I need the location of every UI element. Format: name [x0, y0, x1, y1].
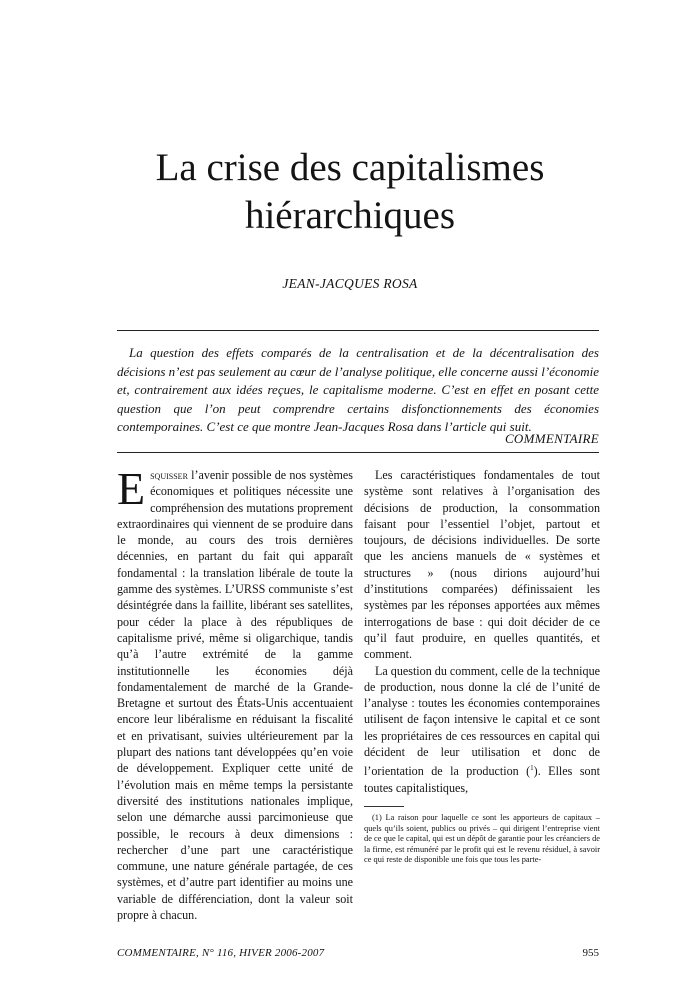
article-title: [60, 144, 640, 240]
footnote: (1) La raison pour laquelle ce sont les apporteurs de capitaux – quels qu’ils soient, publics ou privés – qui dirigent l’entreprise vient de ce que le capital, qui est un dépôt de garantie pour les créanciers de la firme, est rémunéré par le profit qui est le revenu résiduel, à savoir ce qui reste de disponible une fois que tous les parte-: [364, 812, 600, 865]
page-number: 955: [582, 947, 599, 959]
body-column-left: [117, 467, 353, 938]
section-label: COMMENTAIRE: [504, 431, 599, 446]
paragraph-3-text: La question du comment, celle de la technique de production, nous donne la clé de l’unité de l’analyse : toutes les économies contemporaines utilisent de façon intensive le capital et ce sont les propriétaires de ces ressources en capital qui décident de leur utilisation et donc de l’orientation de la production (: [364, 663, 600, 779]
footnote-rule: [364, 806, 404, 807]
title-line-2: hiérarchiques: [244, 194, 456, 237]
bottom-rule: [117, 452, 599, 453]
right-column-text: [364, 467, 600, 796]
title-line-1: La crise des capitalismes: [155, 146, 545, 189]
abstract: La question des effets comparés de la centralisation et de la décentralisation des décisions n’est pas seulement au cœur de l’analyse politique, elle concerne aussi l’économie et, contrairement aux idées reçues, le capitalisme moderne. C’est en effet en posant cette question que l’on peut comprendre certains disfonctionnements des économies contemporaines. C’est ce que montre Jean-Jacques Rosa dans l’article qui suit.: [117, 345, 599, 434]
body-column-right: [364, 467, 600, 876]
paragraph-2: Les caractéristiques fondamentales de tout système sont relatives à l’organisation des décisions de production, la consommation faisant pour l’essentiel l’objet, partout et toujours, de décisions individuelles. De sorte que les anciens manuels de « systèmes et structures » (nous dirions aujourd’hui d’institutions comparées) définissaient les systèmes par les réponses apportées aux mêmes interrogations de base : qui doit décider de ce qu’il faut produire, en quelles quantités, et comment.: [364, 468, 600, 662]
lead-word: squisser: [150, 468, 188, 482]
paragraph-1: [117, 467, 353, 923]
paragraph-3-end: ). Elles sont toutes capitalistiques,: [364, 764, 600, 795]
drop-cap: E: [117, 467, 146, 514]
paragraph-1-text: l’avenir possible de nos systèmes économiques et politiques nécessite une compréhension des mutations proprement extraordinaires qui viennent de se produire dans le monde, au cours des trois dernières décennies, en partant du fait qui apparaît fondamental : la translation libérale de toute la gamme des systèmes. L’URSS communiste s’est désintégrée dans la faillite, libérant ses satellites, pour céder la place à des républiques de capitalisme privé, même si oligarchique, tandis qu’à l’autre extrémité de la gamme institutionnelle les économies déjà fondamentalement de marché de la Grande-Bretagne et surtout des États-Unis accentuaient encore leur libéralisme en réduisant la fiscalité et en privatisant, suivies ultérieurement par la plupart des nations tant développées qu’en voie de développement. Expliquer cette unité de l’évolution mais en même temps la persistante diversité des institutions nationales implique, selon une démarche aussi parcimonieuse que possible, le recours à deux dimensions : rechercher d’une part une caractéristique commune, une nature générale partagée, de ces systèmes, et d’autre part identifier au moins une variable de différenciation, dont la valeur soit propre à chacun.: [117, 468, 353, 923]
journal-footer: COMMENTAIRE, N° 116, HIVER 2006-2007: [117, 947, 325, 959]
footnote-ref[interactable]: 1: [530, 764, 534, 773]
paragraph-3: [364, 663, 600, 796]
top-rule: [117, 330, 599, 331]
author-name: JEAN-JACQUES ROSA: [282, 276, 418, 291]
